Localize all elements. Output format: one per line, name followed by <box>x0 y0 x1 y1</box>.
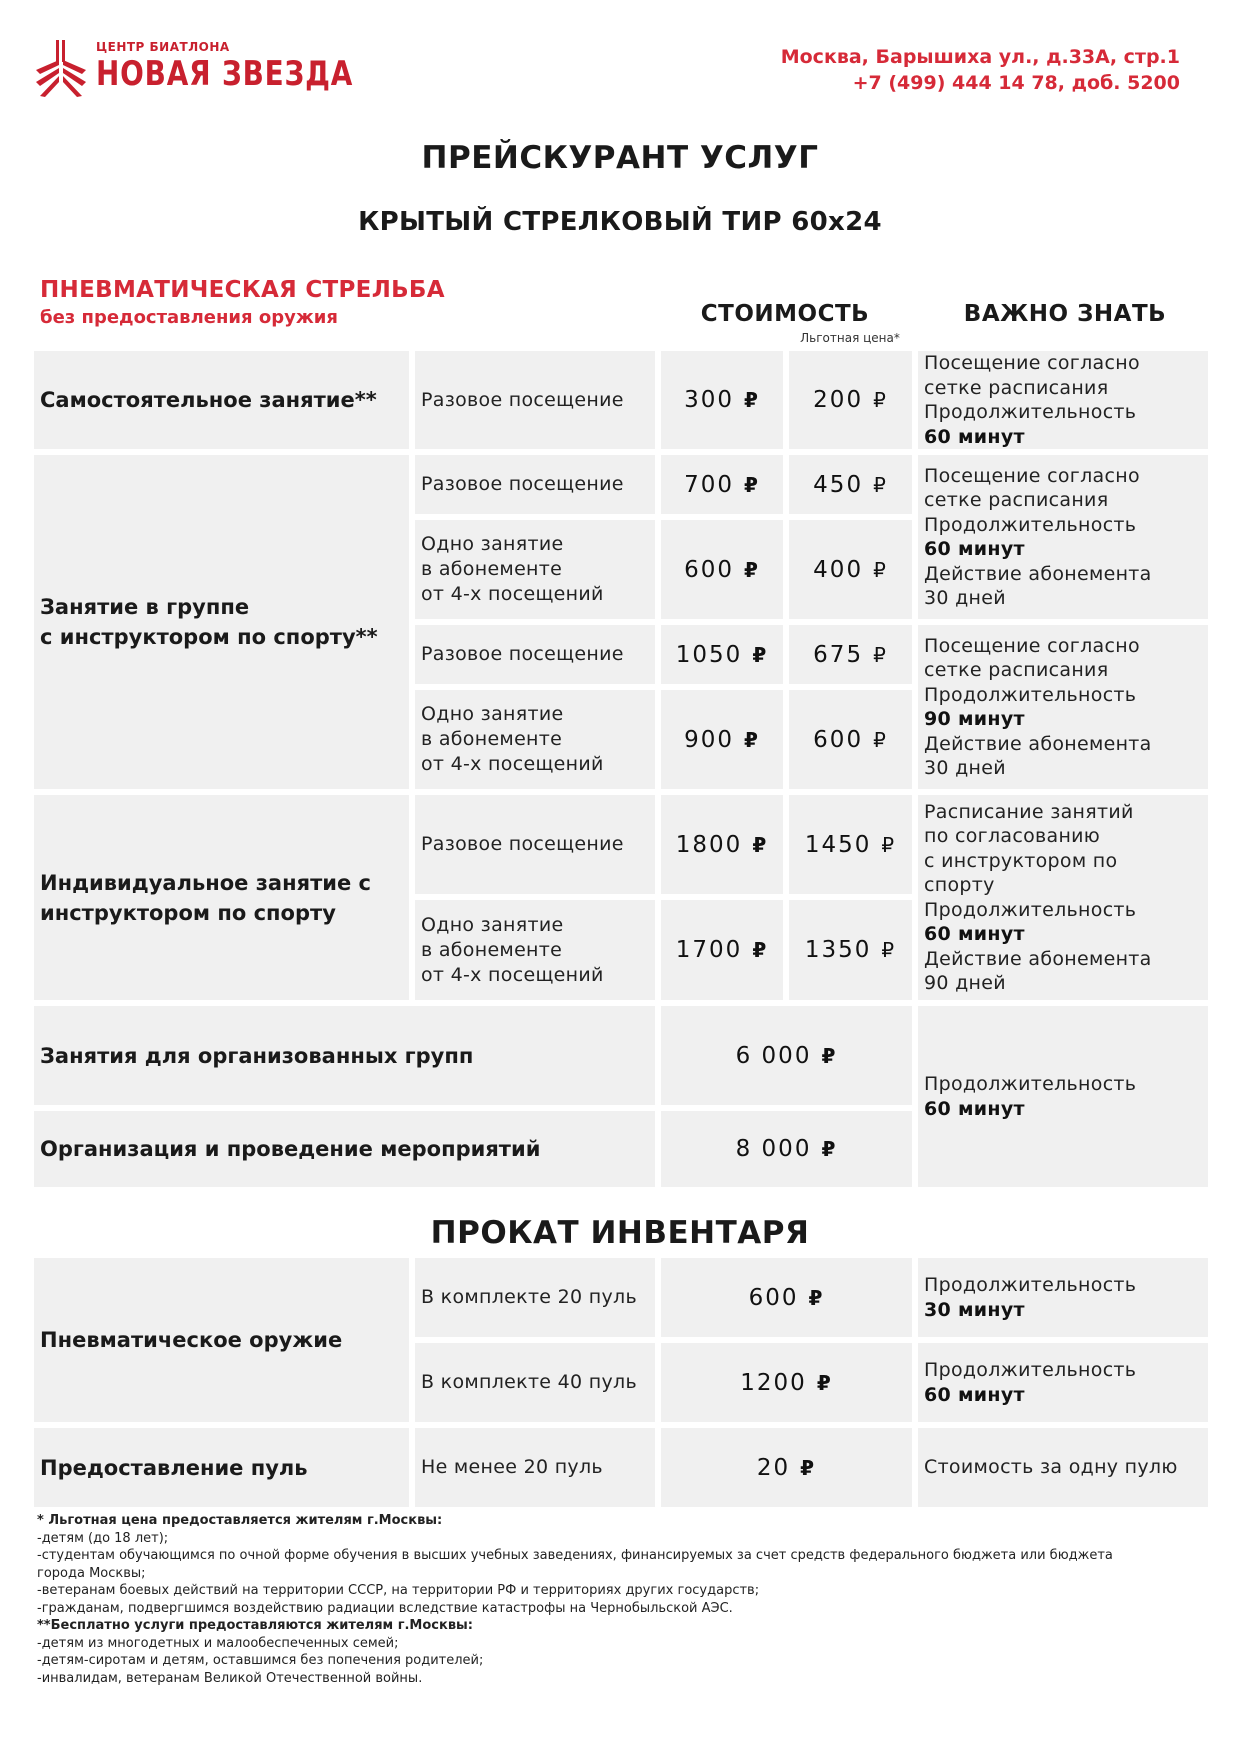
info-weapon-60 <box>918 1343 1208 1422</box>
star-logo-icon <box>34 40 88 98</box>
info-line: Продолжительность <box>924 401 1137 423</box>
ruble-icon: ₽ <box>873 557 888 582</box>
info-duration: 60 минут <box>924 538 1025 560</box>
info-duration: 60 минут <box>924 1383 1025 1406</box>
price-value: 20 <box>756 1454 791 1481</box>
label-line: Занятие в группе <box>40 595 250 619</box>
address: Москва, Барышиха ул., д.33А, стр.1 <box>780 46 1180 68</box>
info-line: Посещение согласно <box>924 634 1140 657</box>
row-label-self-study: Самостоятельное занятие** <box>34 351 409 449</box>
ruble-icon: ₽ <box>873 472 888 497</box>
footnote-title-free: **Бесплатно услуги предоставляются жителям г.Москвы: <box>37 1618 474 1633</box>
ruble-icon: ₽ <box>821 1137 838 1161</box>
option-subscription <box>415 900 655 1000</box>
price-value: 600 <box>748 1284 799 1311</box>
info-line: с инструктором по <box>924 849 1118 872</box>
info-line: Продолжительность <box>924 513 1137 536</box>
column-header-info: ВАЖНО ЗНАТЬ <box>963 301 1167 327</box>
option-single: Разовое посещение <box>415 795 655 894</box>
page-title: ПРЕЙСКУРАНТ УСЛУГ <box>421 140 819 176</box>
price <box>661 690 783 789</box>
ruble-icon: ₽ <box>800 1455 817 1480</box>
info-duration: 60 минут <box>924 425 1025 448</box>
info-duration: 30 минут <box>924 1298 1025 1321</box>
discount-value: 400 <box>813 556 864 583</box>
ruble-icon: ₽ <box>743 727 760 752</box>
price <box>661 351 783 449</box>
discount-value: 200 <box>813 387 864 413</box>
info-group-60 <box>918 455 1208 619</box>
info-line: Посещение согласно <box>924 464 1140 487</box>
info-individual <box>918 795 1208 1000</box>
row-label-group <box>34 455 409 789</box>
price <box>661 1258 912 1337</box>
info-self-study <box>918 351 1208 449</box>
footnote-item: -детям (до 18 лет); <box>37 1530 169 1546</box>
info-duration: 90 минут <box>924 708 1025 730</box>
footnote-item: -детям из многодетных и малообеспеченных семей; <box>37 1635 399 1651</box>
price-value: 6 000 <box>735 1042 812 1069</box>
price <box>661 900 783 1000</box>
footnote-item: города Москвы; <box>37 1565 146 1581</box>
price-value: 1700 <box>675 937 743 963</box>
ruble-icon: ₽ <box>816 1370 833 1395</box>
info-line: Продолжительность <box>924 898 1137 921</box>
price <box>661 1428 912 1507</box>
column-note-discount: Льготная цена* <box>800 331 900 345</box>
discount-price <box>789 520 912 619</box>
ruble-icon: ₽ <box>881 832 897 857</box>
option-line: в абонементе <box>421 728 563 750</box>
discount-value: 1450 <box>804 831 872 858</box>
ruble-icon: ₽ <box>752 938 769 962</box>
footnotes <box>37 1512 1207 1687</box>
row-label-organized-groups: Занятия для организованных групп <box>34 1006 655 1105</box>
option-min-bullets: Не менее 20 пуль <box>415 1428 655 1507</box>
label-line: с инструктором по спорту** <box>40 625 378 649</box>
price <box>661 625 783 684</box>
info-line: Действие абонемента <box>924 947 1152 970</box>
page-subtitle: КРЫТЫЙ СТРЕЛКОВЫЙ ТИР 60х24 <box>358 207 882 237</box>
option-line: Одно занятие <box>421 913 564 936</box>
option-line: от 4-х посещений <box>421 963 604 986</box>
info-line: Стоимость за одну пулю <box>924 1456 1178 1479</box>
price-value: 600 <box>684 556 734 583</box>
info-line: Расписание занятий <box>924 800 1134 823</box>
price-value: 900 <box>684 726 734 753</box>
footnote-item: -детям-сиротам и детям, оставшимся без попечения родителей; <box>37 1653 484 1668</box>
option-40-bullets: В комплекте 40 пуль <box>415 1343 655 1422</box>
info-group-90 <box>918 625 1208 789</box>
option-line: Одно занятие <box>421 703 564 725</box>
info-line: Продолжительность <box>924 683 1137 706</box>
ruble-icon: ₽ <box>873 642 888 667</box>
info-line: сетке расписания <box>924 489 1109 511</box>
ruble-icon: ₽ <box>743 388 760 412</box>
option-line: в абонементе <box>421 558 563 580</box>
phone: +7 (499) 444 14 78, доб. 5200 <box>852 72 1180 94</box>
price <box>661 1343 912 1422</box>
ruble-icon: ₽ <box>743 557 760 582</box>
discount-value: 1350 <box>804 937 872 963</box>
discount-value: 675 <box>813 641 864 668</box>
section-subtitle: без предоставления оружия <box>40 307 338 328</box>
page-header <box>0 0 1240 120</box>
discount-price <box>789 690 912 789</box>
price-value: 1050 <box>675 641 743 668</box>
option-line: в абонементе <box>421 938 563 961</box>
price-value: 1800 <box>675 831 743 858</box>
option-20-bullets: В комплекте 20 пуль <box>415 1258 655 1337</box>
ruble-icon: ₽ <box>881 938 897 962</box>
info-line: Действие абонемента <box>924 732 1152 755</box>
ruble-icon: ₽ <box>743 472 760 497</box>
price <box>661 795 783 894</box>
option-single: Разовое посещение <box>415 625 655 684</box>
info-line: Продолжительность <box>924 1274 1137 1296</box>
discount-price <box>789 900 912 1000</box>
option-subscription <box>415 520 655 619</box>
rent-section-title: ПРОКАТ ИНВЕНТАРЯ <box>430 1215 810 1251</box>
label-line: Индивидуальное занятие с <box>40 870 371 895</box>
option-single: Разовое посещение <box>415 351 655 449</box>
discount-price <box>789 795 912 894</box>
price-value: 1200 <box>740 1369 807 1396</box>
row-label-individual <box>34 795 409 1000</box>
discount-price <box>789 625 912 684</box>
logo-subtitle: ЦЕНТР БИАТЛОНА <box>96 40 230 54</box>
row-label-bullets: Предоставление пуль <box>34 1428 409 1507</box>
info-line: по согласованию <box>924 825 1101 847</box>
footnote-item: -гражданам, подвергшимся воздействию радиации вследствие катастрофы на Чернобыльской АЭС. <box>37 1600 733 1616</box>
info-weapon-30 <box>918 1258 1208 1337</box>
footnote-title-discount: * Льготная цена предоставляется жителям г.Москвы: <box>37 1513 443 1528</box>
price <box>661 1006 912 1105</box>
ruble-icon: ₽ <box>873 727 888 752</box>
logo-title: НОВАЯ ЗВЕЗДА <box>96 54 354 94</box>
discount-value: 600 <box>813 726 864 753</box>
discount-value: 450 <box>813 471 864 498</box>
info-line: Посещение согласно <box>924 352 1140 374</box>
price-value: 8 000 <box>735 1136 812 1162</box>
info-line: 90 дней <box>924 972 1006 994</box>
info-organized <box>918 1006 1208 1187</box>
price <box>661 1111 912 1187</box>
option-line: от 4-х посещений <box>421 583 604 605</box>
option-subscription <box>415 690 655 789</box>
option-line: Одно занятие <box>421 533 564 555</box>
ruble-icon: ₽ <box>873 388 888 412</box>
row-label-events: Организация и проведение мероприятий <box>34 1111 655 1187</box>
price <box>661 520 783 619</box>
price <box>661 455 783 514</box>
label-line: инструктором по спорту <box>40 900 336 925</box>
info-line: Продолжительность <box>924 1359 1137 1381</box>
ruble-icon: ₽ <box>752 642 769 667</box>
ruble-icon: ₽ <box>821 1043 838 1068</box>
footnote-item: -инвалидам, ветеранам Великой Отечественной войны. <box>37 1670 423 1686</box>
info-line: спорту <box>924 874 995 896</box>
row-label-weapon: Пневматическое оружие <box>34 1258 409 1422</box>
contacts <box>781 44 1180 96</box>
discount-price <box>789 351 912 449</box>
info-bullets <box>918 1428 1208 1507</box>
footnote-item: -студентам обучающимся по очной форме обучения в высших учебных заведениях, финансируемых за счет средств федерального бюджета или бюджета <box>37 1548 1113 1563</box>
discount-price <box>789 455 912 514</box>
footnote-item: -ветеранам боевых действий на территории СССР, на территории РФ и территориях других государств; <box>37 1583 760 1598</box>
ruble-icon: ₽ <box>752 832 769 857</box>
info-line: сетке расписания <box>924 376 1109 399</box>
info-duration: 60 минут <box>924 923 1025 945</box>
option-single: Разовое посещение <box>415 455 655 514</box>
info-line: Действие абонемента <box>924 562 1152 585</box>
info-line: 30 дней <box>924 587 1006 609</box>
info-line: сетке расписания <box>924 659 1109 681</box>
column-header-cost: СТОИМОСТЬ <box>700 301 870 327</box>
section-title: ПНЕВМАТИЧЕСКАЯ СТРЕЛЬБА <box>40 277 445 303</box>
info-line: Продолжительность <box>924 1073 1137 1095</box>
option-line: от 4-х посещений <box>421 753 604 775</box>
price-value: 300 <box>684 387 734 413</box>
logo <box>34 40 410 98</box>
info-duration: 60 минут <box>924 1097 1025 1120</box>
price-value: 700 <box>684 471 734 498</box>
ruble-icon: ₽ <box>808 1285 825 1310</box>
info-line: 30 дней <box>924 757 1006 779</box>
